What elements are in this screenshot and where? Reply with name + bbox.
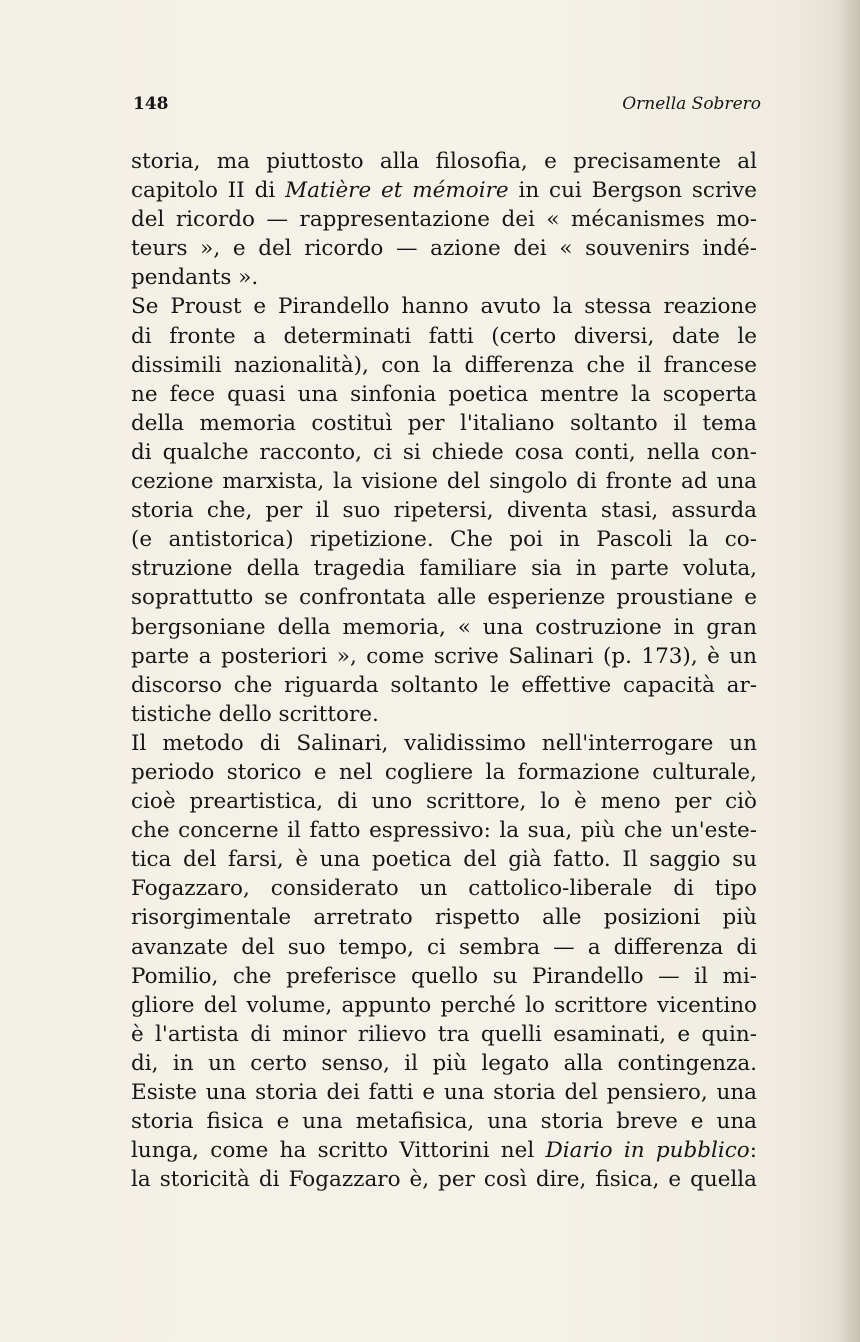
text-line: la storicità di Fogazzaro è, per così dire, fisica, e quella xyxy=(131,1167,757,1193)
running-head xyxy=(133,94,761,120)
text-line: bergsoniane della memoria, « una costruzione in gran xyxy=(131,614,757,640)
text-line: discorso che riguarda soltanto le effettive capacità ar- xyxy=(131,672,757,698)
text-line: tistiche dello scrittore. xyxy=(131,701,379,727)
text-line: Esiste una storia dei fatti e una storia del pensiero, una xyxy=(131,1080,757,1105)
text-line xyxy=(131,1136,757,1165)
text-line: struzione della tragedia familiare sia in parte voluta, xyxy=(131,556,757,582)
text-line: gliore del volume, appunto perché lo scrittore vicentino xyxy=(131,992,757,1018)
text-line: Pomilio, che preferisce quello su Pirandello — il mi- xyxy=(131,963,757,989)
page-spine-shadow xyxy=(838,0,860,1342)
text-line: dissimili nazionalità), con la differenza che il francese xyxy=(131,352,757,378)
text-line: storia che, per il suo ripetersi, diventa stasi, assurda xyxy=(131,498,757,524)
text-line: è l'artista di minor rilievo tra quelli esaminati, e quin- xyxy=(131,1021,757,1047)
text-line: tica del farsi, è una poetica del già fatto. Il saggio su xyxy=(131,847,757,873)
text-line: cioè preartistica, di uno scrittore, lo è meno per ciò xyxy=(131,789,757,815)
page-number: 148 xyxy=(133,94,169,114)
text-line: Il metodo di Salinari, validissimo nell'interrogare un xyxy=(131,730,757,756)
text-line: del ricordo — rappresentazione dei « mécanismes mo- xyxy=(131,207,757,233)
text-line: soprattutto se confrontata alle esperienze proustiane e xyxy=(131,585,757,611)
text-line: di, in un certo senso, il più legato alla contingenza. xyxy=(131,1050,757,1076)
text-line: parte a posteriori », come scrive Salinari (p. 173), è un xyxy=(131,643,757,669)
line-text: in cui Bergson scrive xyxy=(508,178,757,204)
text-line: di fronte a determinati fatti (certo diversi, date le xyxy=(131,323,757,349)
text-line: che concerne il fatto espressivo: la sua, più che un'este- xyxy=(131,818,757,844)
text-line: Se Proust e Pirandello hanno avuto la stessa reazione xyxy=(131,294,757,320)
line-text: capitolo II di xyxy=(131,178,286,204)
text-line: di qualche racconto, ci si chiede cosa conti, nella con- xyxy=(131,439,757,465)
text-line: Fogazzaro, considerato un cattolico-liberale di tipo xyxy=(131,876,757,902)
text-line: storia fisica e una metafisica, una storia breve e una xyxy=(131,1109,757,1135)
text-line: storia, ma piuttosto alla filosofia, e precisamente al xyxy=(131,149,757,174)
italic-title: Matière et mémoire xyxy=(285,178,509,204)
text-line: pendants ». xyxy=(131,265,259,291)
running-head-author: Ornella Sobrero xyxy=(622,94,761,114)
line-text: lunga, come ha scritto Vittorini nel xyxy=(131,1138,546,1164)
text-line: della memoria costituì per l'italiano soltanto il tema xyxy=(131,410,757,436)
body-text xyxy=(131,147,757,1194)
text-line: ne fece quasi una sinfonia poetica mentre la scoperta xyxy=(131,381,757,407)
text-line: avanzate del suo tempo, ci sembra — a differenza di xyxy=(131,934,757,960)
text-line: teurs », e del ricordo — azione dei « souvenirs indé- xyxy=(131,236,757,262)
text-line: (e antistorica) ripetizione. Che poi in Pascoli la co- xyxy=(131,527,757,553)
italic-title: Diario in pubblico xyxy=(545,1138,750,1164)
text-line: cezione marxista, la visione del singolo di fronte ad una xyxy=(131,469,757,495)
text-line: risorgimentale arretrato rispetto alle posizioni più xyxy=(131,905,757,931)
line-text: : xyxy=(749,1138,757,1164)
text-line xyxy=(131,176,757,205)
text-line: periodo storico e nel cogliere la formazione culturale, xyxy=(131,759,757,785)
